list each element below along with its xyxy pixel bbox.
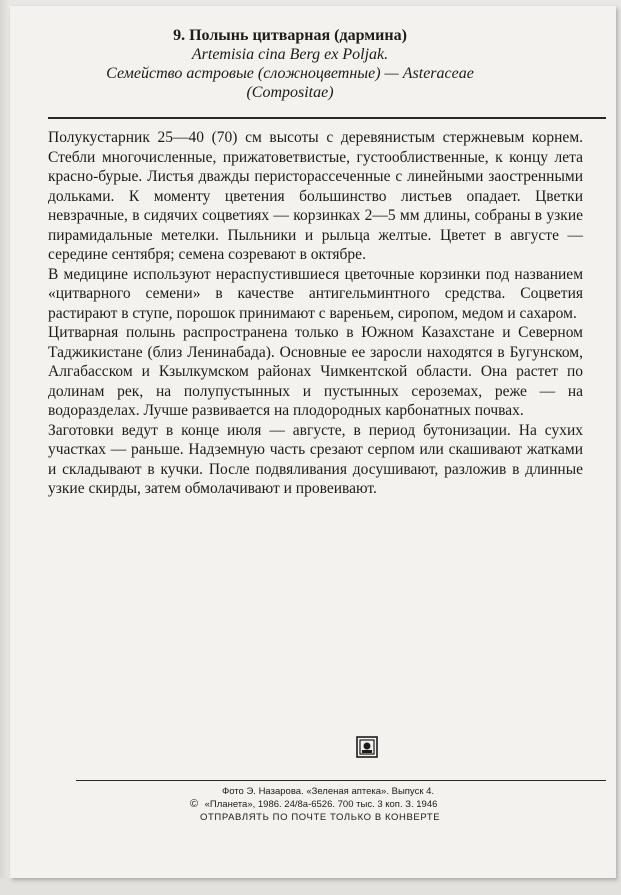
credits xyxy=(190,786,520,811)
paragraph-harvesting: Заготовки ведут в конце июля — августе, в период бутонизации. На сухих участках — раньше. Надземную часть срезают серпом или скашивают жатками и складывают в кучки. После подвяливания досушивают, разложив в длинные узкие скирды, затем обмолачивают и провеивают. xyxy=(48,421,583,497)
family-alt-name: (Compositae) xyxy=(246,84,334,101)
header-divider xyxy=(48,117,606,119)
family-name: Семейство астровые (сложноцветные) — Asteraceae xyxy=(106,65,474,82)
paragraph-distribution: Цитварная полынь распространена только в Южном Казахстане и Северном Таджикистане (близ Ленинабада). Основные ее заросли находятся в Бугунском, Алгабасском и Кзылкумском районах Чимкентской области. Она растет по долинам рек, на полупустынных и пустынных сероземах, реже — на водоразделах. Лучше развивается на плодородных карбонатных почвах. xyxy=(48,324,583,419)
credits-line-2-row xyxy=(190,798,520,811)
plant-title: 9. Полынь цитварная (дармина) xyxy=(173,27,407,44)
card-bottom-edge xyxy=(0,878,621,895)
credits-line-1: Фото Э. Назарова. «Зеленая аптека». Выпуск 4. xyxy=(222,786,435,797)
card-left-edge xyxy=(0,0,10,895)
description-text xyxy=(48,128,583,499)
paragraph-description: Полукустарник 25—40 (70) см высоты с деревянистым стержневым корнем. Стебли многочисленные, прижатоветвистые, густооблиственные, к концу лета красно-бурые. Листья дважды перисторассеченные с линейными заостренными дольками. К моменту цветения большинство листьев опадает. Цветки невзрачные, в сидячих соцветиях — корзинках 2—5 мм длины, собраны в узкие пирамидальные метелки. Пыльники и рыльца желтые. Цветет в августе — середине сентября; семена созревают в октябре. xyxy=(48,129,583,263)
latin-name: Artemisia cina Berg ex Poljak. xyxy=(191,46,389,63)
card-header xyxy=(70,26,510,102)
copyright-icon: © xyxy=(190,798,199,810)
mailing-note: ОТПРАВЛЯТЬ ПО ПОЧТЕ ТОЛЬКО В КОНВЕРТЕ xyxy=(200,812,441,823)
paragraph-medicine: В медицине используют нераспустившиеся цветочные корзинки под названием «цитварного семени» в качестве антигельминтного средства. Соцветия растирают в ступе, порошок принимают с вареньем, сиропом, медом и сахаром. xyxy=(48,265,583,322)
credits-line-2: «Планета», 1986. 24/8а-6526. 700 тыс. 3 коп. З. 1946 xyxy=(204,799,438,810)
publisher-logo-icon xyxy=(356,736,378,758)
footer-divider xyxy=(76,780,606,781)
